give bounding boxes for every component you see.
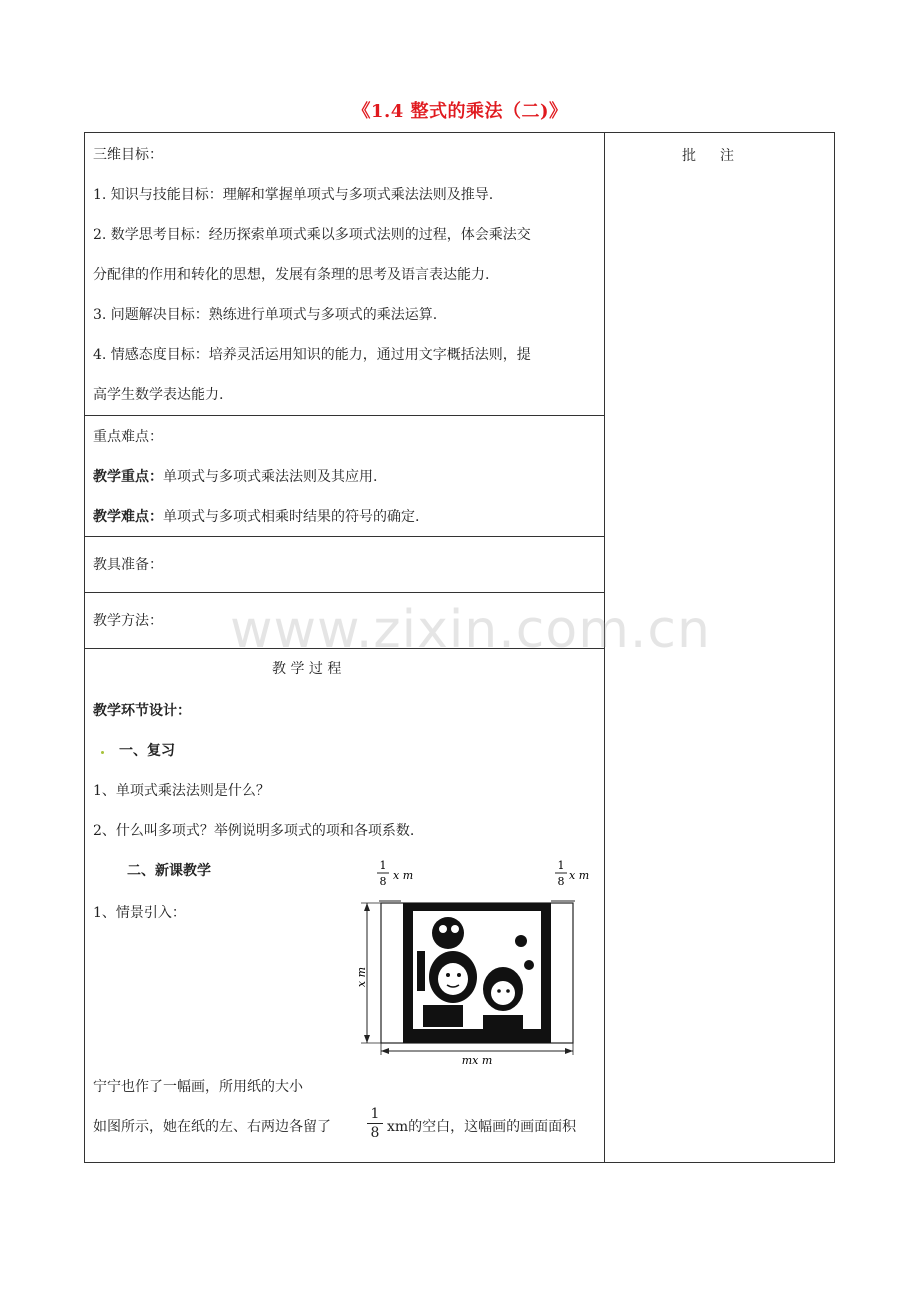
objectives-heading: 三维目标： <box>93 147 163 163</box>
review-question-1: 1、单项式乘法法则是什么？ <box>93 783 270 799</box>
left-margin-unit: x m <box>393 869 414 882</box>
review-question-2: 2、什么叫多项式？举例说明多项式的项和各项系数. <box>93 823 415 839</box>
height-label: x m <box>355 966 368 988</box>
watermark: www.zixin.com.cn <box>230 600 711 660</box>
row-divider <box>85 536 605 537</box>
objective-2: 2. 数学思考目标：经历探索单项式乘以多项式法则的过程，体会乘法交 <box>93 227 531 243</box>
key-points-heading: 重点难点： <box>93 429 163 445</box>
scenario-paragraph-1: 宁宁也作了一幅画，所用纸的大小 <box>93 1079 303 1095</box>
fraction-denominator: 8 <box>370 1125 380 1141</box>
width-label: mx m <box>461 1054 493 1067</box>
row-divider <box>85 415 605 416</box>
teaching-difficulty <box>93 507 419 527</box>
objective-2-cont: 分配律的作用和转化的思想，发展有条理的思考及语言表达能力. <box>93 267 490 283</box>
fraction-numerator: 1 <box>367 1105 383 1124</box>
remark-header: 批注 <box>682 148 758 164</box>
left-margin-num: 1 <box>379 859 387 872</box>
difficulty-label: 教学难点： <box>93 509 163 525</box>
scenario-paragraph-2: 如图所示，她在纸的左、右两边各留了 <box>93 1119 331 1135</box>
focus-text: 单项式与多项式乘法法则及其应用. <box>163 469 378 485</box>
mark-dot <box>101 751 104 754</box>
right-margin-den: 8 <box>557 875 565 888</box>
painting-diagram-svg <box>353 855 603 1085</box>
painting-diagram <box>353 855 603 1085</box>
objective-3: 3. 问题解决目标：熟练进行单项式与多项式的乘法运算. <box>93 307 438 323</box>
process-heading: 教 学 过 程 <box>272 661 342 677</box>
right-margin-unit: x m <box>569 869 590 882</box>
teaching-focus <box>93 467 377 487</box>
new-lesson-heading: 二、新课教学 <box>127 863 211 879</box>
tools-label: 教具准备： <box>93 557 163 573</box>
design-heading: 教学环节设计： <box>93 703 191 719</box>
fraction-one-eighth <box>367 1105 383 1142</box>
methods-label: 教学方法： <box>93 613 163 629</box>
objective-4-cont: 高学生数学表达能力. <box>93 387 224 403</box>
page-title: 《1.4 整式的乘法（二)》 <box>352 101 568 122</box>
left-margin-den: 8 <box>379 875 387 888</box>
difficulty-text: 单项式与多项式相乘时结果的符号的确定. <box>163 509 420 525</box>
right-margin-num: 1 <box>557 859 565 872</box>
review-heading: 一、复习 <box>119 743 175 759</box>
scenario-intro: 1、情景引入： <box>93 905 186 921</box>
row-divider <box>85 592 605 593</box>
focus-label: 教学重点： <box>93 469 163 485</box>
objective-1: 1. 知识与技能目标：理解和掌握单项式与多项式乘法法则及推导. <box>93 187 494 203</box>
objective-4: 4. 情感态度目标：培养灵活运用知识的能力，通过用文字概括法则，提 <box>93 347 531 363</box>
scenario-paragraph-2-end: xm的空白，这幅画的画面面积 <box>387 1119 577 1135</box>
